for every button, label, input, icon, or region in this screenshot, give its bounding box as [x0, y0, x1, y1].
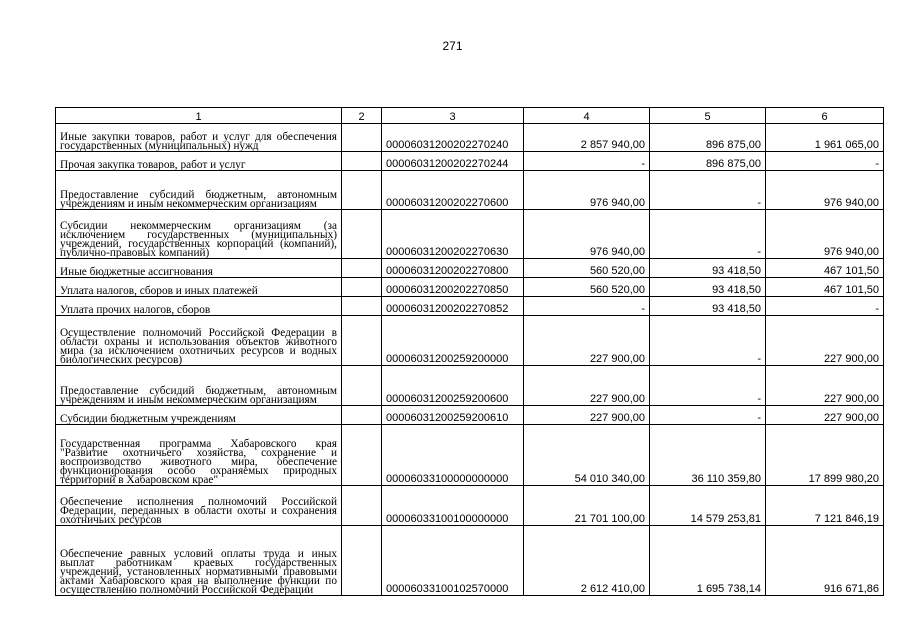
row-code: 00006033100100000000: [382, 486, 524, 526]
row-value-4: 54 010 340,00: [524, 425, 650, 486]
table-row: [56, 316, 884, 366]
row-col2: [342, 486, 382, 526]
row-value-5: 896 875,00: [650, 124, 766, 152]
row-value-6: 227 900,00: [766, 316, 884, 366]
row-name: Субсидии бюджетным учреждениям: [56, 406, 342, 425]
row-value-5: 14 579 253,81: [650, 486, 766, 526]
row-value-6: 17 899 980,20: [766, 425, 884, 486]
row-value-4: 2 612 410,00: [524, 526, 650, 596]
row-code: 00006031200259200610: [382, 406, 524, 425]
table-row: [56, 425, 884, 486]
row-value-5: 896 875,00: [650, 152, 766, 171]
row-value-4: 227 900,00: [524, 406, 650, 425]
row-col2: [342, 152, 382, 171]
row-value-4: -: [524, 297, 650, 316]
row-value-5: -: [650, 366, 766, 406]
row-name: Предоставление субсидий бюджетным, автономным учреждениям и иным некоммерческим организациям: [56, 171, 342, 210]
row-value-4: 976 940,00: [524, 171, 650, 210]
row-value-5: -: [650, 316, 766, 366]
row-code: 00006031200202270600: [382, 171, 524, 210]
row-value-6: 976 940,00: [766, 171, 884, 210]
row-name: Обеспечение исполнения полномочий Российской Федерации, переданных в области охоты и сохранения охотничьих ресурсов: [56, 486, 342, 526]
row-value-4: -: [524, 152, 650, 171]
table-row: [56, 259, 884, 278]
row-col2: [342, 278, 382, 297]
row-col2: [342, 366, 382, 406]
row-value-4: 21 701 100,00: [524, 486, 650, 526]
row-value-5: -: [650, 406, 766, 425]
column-header: 3: [382, 108, 524, 124]
table-row: [56, 278, 884, 297]
row-value-6: 227 900,00: [766, 406, 884, 425]
row-name: Предоставление субсидий бюджетным, автономным учреждениям и иным некоммерческим организациям: [56, 366, 342, 406]
row-value-6: -: [766, 297, 884, 316]
table-row: [56, 366, 884, 406]
row-value-5: -: [650, 171, 766, 210]
row-col2: [342, 316, 382, 366]
row-value-5: -: [650, 210, 766, 259]
table-row: [56, 210, 884, 259]
column-header: 6: [766, 108, 884, 124]
row-col2: [342, 171, 382, 210]
row-name: Субсидии некоммерческим организациям (за исключением государственных (муниципальных) учреждений, государственных корпораций (компаний), публично-правовых компаний): [56, 210, 342, 259]
row-name: Осуществление полномочий Российской Федерации в области охраны и использования объектов животного мира (за исключением охотничьих ресурсов и водных биологических ресурсов): [56, 316, 342, 366]
row-value-6: 7 121 846,19: [766, 486, 884, 526]
row-value-6: 227 900,00: [766, 366, 884, 406]
row-name: Государственная программа Хабаровского края "Развитие охотничьего хозяйства, сохранение и воспроизводство животного мира, обеспечение функционирования особо охраняемых природных территорий в Хабаровском крае": [56, 425, 342, 486]
column-header: 5: [650, 108, 766, 124]
row-col2: [342, 124, 382, 152]
row-value-4: 560 520,00: [524, 278, 650, 297]
table-row: [56, 152, 884, 171]
row-value-6: 467 101,50: [766, 278, 884, 297]
row-col2: [342, 297, 382, 316]
row-value-4: 2 857 940,00: [524, 124, 650, 152]
row-code: 00006031200202270630: [382, 210, 524, 259]
table-row: [56, 526, 884, 596]
row-value-5: 36 110 359,80: [650, 425, 766, 486]
row-name: Иные бюджетные ассигнования: [56, 259, 342, 278]
table-row: [56, 486, 884, 526]
row-code: 00006031200202270850: [382, 278, 524, 297]
row-value-5: 93 418,50: [650, 259, 766, 278]
row-value-4: 227 900,00: [524, 366, 650, 406]
row-value-4: 976 940,00: [524, 210, 650, 259]
table-row: [56, 171, 884, 210]
row-value-4: 227 900,00: [524, 316, 650, 366]
column-header: 2: [342, 108, 382, 124]
column-header: 1: [56, 108, 342, 124]
row-name: Уплата налогов, сборов и иных платежей: [56, 278, 342, 297]
row-value-6: 976 940,00: [766, 210, 884, 259]
row-col2: [342, 406, 382, 425]
row-value-6: 1 961 065,00: [766, 124, 884, 152]
row-code: 00006031200259200600: [382, 366, 524, 406]
row-col2: [342, 526, 382, 596]
budget-table: [55, 107, 884, 596]
row-name: Прочая закупка товаров, работ и услуг: [56, 152, 342, 171]
row-value-5: 93 418,50: [650, 297, 766, 316]
row-code: 00006033100102570000: [382, 526, 524, 596]
row-code: 00006031200202270244: [382, 152, 524, 171]
row-col2: [342, 259, 382, 278]
row-code: 00006033100000000000: [382, 425, 524, 486]
row-name: Уплата прочих налогов, сборов: [56, 297, 342, 316]
column-header: 4: [524, 108, 650, 124]
table-row: [56, 406, 884, 425]
row-value-5: 1 695 738,14: [650, 526, 766, 596]
row-col2: [342, 210, 382, 259]
table-row: [56, 297, 884, 316]
row-code: 00006031200202270852: [382, 297, 524, 316]
row-value-6: -: [766, 152, 884, 171]
row-name: Обеспечение равных условий оплаты труда и иных выплат работникам краевых государственных учреждений, установленных нормативными правовыми актами Хабаровского края на выполнение функции по осуществлению полномочий Российской Федерации: [56, 526, 342, 596]
row-value-6: 467 101,50: [766, 259, 884, 278]
page-number: 271: [442, 39, 463, 53]
row-value-5: 93 418,50: [650, 278, 766, 297]
table-row: [56, 124, 884, 152]
row-value-6: 916 671,86: [766, 526, 884, 596]
row-code: 00006031200259200000: [382, 316, 524, 366]
row-code: 00006031200202270800: [382, 259, 524, 278]
row-value-4: 560 520,00: [524, 259, 650, 278]
row-name: Иные закупки товаров, работ и услуг для обеспечения государственных (муниципальных) нужд: [56, 124, 342, 152]
row-code: 00006031200202270240: [382, 124, 524, 152]
row-col2: [342, 425, 382, 486]
table-header-row: [56, 108, 884, 124]
